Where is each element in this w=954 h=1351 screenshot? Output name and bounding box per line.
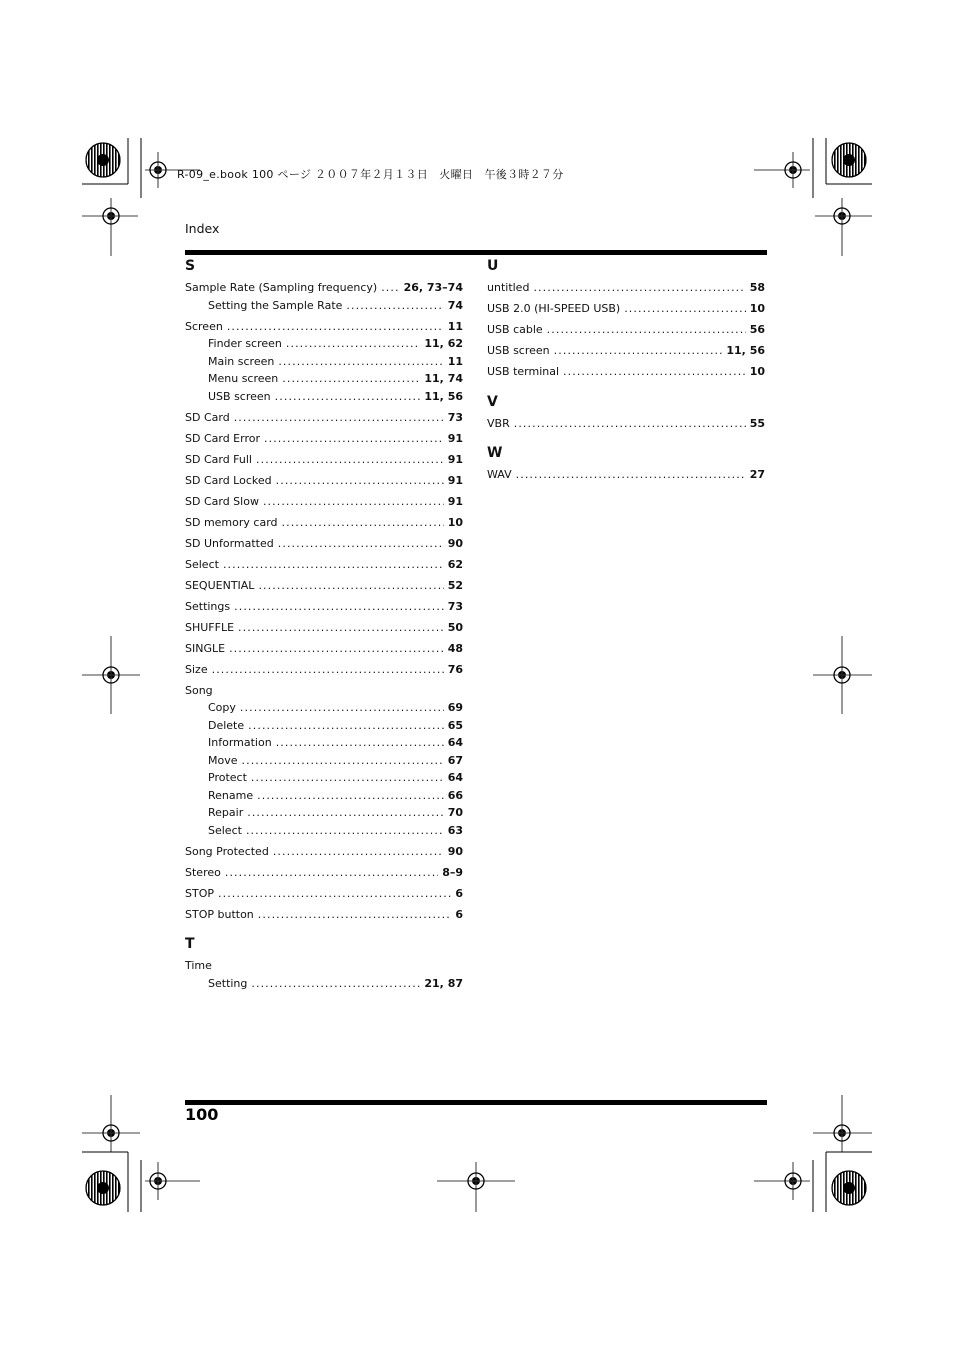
dot-leader bbox=[238, 619, 444, 637]
dot-leader bbox=[273, 843, 444, 861]
index-term: Protect bbox=[208, 771, 247, 784]
page-reference: 91 bbox=[447, 473, 463, 487]
dot-leader bbox=[624, 300, 745, 318]
page-reference: 11, 62 bbox=[424, 337, 463, 350]
index-term: Rename bbox=[208, 788, 254, 802]
dot-leader bbox=[247, 804, 443, 822]
index-term: USB screen bbox=[487, 344, 550, 357]
index-entry bbox=[185, 682, 463, 700]
index-entry bbox=[185, 661, 463, 679]
page-reference: 11, 74 bbox=[424, 372, 463, 385]
page-reference: 58 bbox=[749, 281, 765, 294]
index-subentry bbox=[185, 822, 463, 840]
page-reference: 62 bbox=[447, 557, 463, 571]
dot-leader bbox=[275, 388, 421, 406]
page-reference: 91 bbox=[447, 494, 463, 508]
index-entry bbox=[487, 300, 765, 318]
index-subentry bbox=[185, 769, 463, 787]
registration-mark-bottom-left bbox=[82, 1095, 200, 1212]
section-letter: V bbox=[487, 393, 498, 410]
index-entry bbox=[185, 957, 463, 975]
page-reference: 76 bbox=[447, 662, 463, 676]
index-entry bbox=[185, 279, 463, 297]
index-term: Size bbox=[185, 662, 208, 676]
index-term: Song bbox=[185, 683, 213, 697]
index-term: SD Card Locked bbox=[185, 473, 272, 487]
dot-leader bbox=[282, 370, 420, 388]
page-reference: 55 bbox=[749, 416, 765, 430]
page-reference: 66 bbox=[447, 788, 463, 802]
dot-leader bbox=[256, 451, 444, 469]
dot-leader bbox=[381, 279, 399, 297]
page-reference: 56 bbox=[749, 323, 765, 336]
page-reference: 64 bbox=[447, 736, 463, 749]
page-reference: 11 bbox=[447, 319, 463, 333]
page-reference: 52 bbox=[447, 578, 463, 592]
dot-leader bbox=[229, 640, 444, 658]
index-subentry bbox=[185, 353, 463, 371]
index-term: Move bbox=[208, 753, 238, 767]
index-term: SD Card Slow bbox=[185, 494, 259, 508]
top-rule bbox=[185, 250, 767, 255]
page-reference: 73 bbox=[447, 599, 463, 613]
page-reference: 70 bbox=[447, 806, 463, 819]
registration-mark-top-left bbox=[82, 138, 200, 256]
index-subentry bbox=[185, 752, 463, 770]
index-subentry bbox=[185, 370, 463, 388]
section-letter: S bbox=[185, 258, 196, 274]
index-term: untitled bbox=[487, 281, 530, 294]
index-subentry bbox=[185, 804, 463, 822]
index-term: USB 2.0 (HI-SPEED USB) bbox=[487, 302, 621, 315]
dot-leader bbox=[240, 699, 444, 717]
page-reference: 10 bbox=[749, 302, 765, 315]
index-entry bbox=[487, 279, 765, 297]
index-entry bbox=[185, 906, 463, 924]
page-reference: 6 bbox=[455, 907, 463, 921]
registration-mark-bottom-center bbox=[437, 1162, 515, 1212]
index-term: Information bbox=[208, 736, 272, 749]
index-term: SD Card Error bbox=[185, 431, 260, 445]
page-reference: 6 bbox=[455, 886, 463, 900]
index-term: Finder screen bbox=[208, 337, 282, 350]
index-entry bbox=[487, 321, 765, 339]
index-term: SHUFFLE bbox=[185, 620, 235, 634]
dot-leader bbox=[554, 342, 723, 360]
dot-leader bbox=[212, 661, 444, 679]
page-reference: 73 bbox=[447, 410, 463, 424]
index-term: SD memory card bbox=[185, 515, 278, 529]
page-reference: 10 bbox=[447, 515, 463, 529]
index-term: USB cable bbox=[487, 323, 543, 336]
index-subentry bbox=[185, 717, 463, 735]
dot-leader bbox=[276, 734, 444, 752]
dot-leader bbox=[258, 577, 443, 595]
index-entry bbox=[185, 430, 463, 448]
dot-leader bbox=[346, 297, 443, 315]
index-term: Delete bbox=[208, 718, 245, 732]
dot-leader bbox=[218, 885, 451, 903]
index-term: STOP button bbox=[185, 907, 254, 921]
page-reference: 90 bbox=[447, 844, 463, 858]
registration-mark-mid-right bbox=[813, 636, 872, 714]
dot-leader bbox=[251, 975, 420, 993]
index-term: SEQUENTIAL bbox=[185, 578, 255, 592]
section-letter: U bbox=[487, 258, 499, 274]
page-reference: 64 bbox=[447, 771, 463, 784]
dot-leader bbox=[257, 787, 444, 805]
index-subentry bbox=[185, 734, 463, 752]
page-reference: 11, 56 bbox=[726, 344, 765, 357]
page-reference: 10 bbox=[749, 365, 765, 378]
index-term: Song Protected bbox=[185, 844, 269, 858]
index-entry bbox=[185, 472, 463, 490]
section-letter: W bbox=[487, 445, 503, 461]
index-subentry bbox=[185, 975, 463, 993]
index-term: STOP bbox=[185, 886, 214, 900]
index-column-right bbox=[487, 258, 765, 484]
index-entry bbox=[487, 415, 765, 433]
page-reference: 91 bbox=[447, 431, 463, 445]
index-subentry bbox=[185, 699, 463, 717]
index-subentry bbox=[185, 388, 463, 406]
index-entry bbox=[487, 342, 765, 360]
dot-leader bbox=[258, 906, 452, 924]
index-column-left bbox=[185, 258, 463, 992]
index-term: SD Card Full bbox=[185, 452, 252, 466]
page-reference: 8–9 bbox=[442, 865, 463, 879]
index-entry bbox=[185, 493, 463, 511]
index-term: Setting the Sample Rate bbox=[208, 298, 343, 312]
index-entry bbox=[185, 556, 463, 574]
dot-leader bbox=[264, 430, 444, 448]
dot-leader bbox=[563, 363, 746, 381]
dot-leader bbox=[547, 321, 746, 339]
page-reference: 90 bbox=[447, 536, 463, 550]
running-head: Index bbox=[185, 221, 220, 236]
index-entry bbox=[185, 514, 463, 532]
registration-mark-bottom-right bbox=[754, 1095, 872, 1212]
index-term: Select bbox=[208, 823, 242, 837]
section-letter: T bbox=[185, 936, 195, 952]
index-term: Menu screen bbox=[208, 372, 279, 385]
dot-leader bbox=[248, 717, 444, 735]
index-entry bbox=[185, 885, 463, 903]
dot-leader bbox=[234, 598, 444, 616]
index-entry bbox=[185, 598, 463, 616]
page-reference: 21, 87 bbox=[424, 976, 463, 990]
index-entry bbox=[185, 318, 463, 336]
index-entry bbox=[185, 535, 463, 553]
index-term: SD Card bbox=[185, 410, 230, 424]
index-term: SD Unformatted bbox=[185, 536, 274, 550]
dot-leader bbox=[276, 472, 444, 490]
index-term: SINGLE bbox=[185, 641, 226, 655]
index-entry bbox=[185, 864, 463, 882]
page-reference: 48 bbox=[447, 641, 463, 655]
page-reference: 11, 56 bbox=[424, 389, 463, 403]
index-term: Repair bbox=[208, 806, 244, 819]
dot-leader bbox=[278, 535, 444, 553]
index-entry bbox=[487, 363, 765, 381]
index-entry bbox=[185, 577, 463, 595]
dot-leader bbox=[227, 318, 444, 336]
index-entry bbox=[185, 640, 463, 658]
index-subentry bbox=[185, 335, 463, 353]
page-reference: 91 bbox=[447, 452, 463, 466]
index-term: Settings bbox=[185, 599, 231, 613]
page-reference: 27 bbox=[749, 468, 765, 481]
dot-leader bbox=[242, 752, 444, 770]
page-number: 100 bbox=[185, 1105, 219, 1124]
index-term: WAV bbox=[487, 468, 512, 481]
index-term: Main screen bbox=[208, 354, 275, 368]
dot-leader bbox=[246, 822, 444, 840]
page-reference: 50 bbox=[447, 620, 463, 634]
page-reference: 63 bbox=[447, 823, 463, 837]
index-subentry bbox=[185, 787, 463, 805]
index-term: Screen bbox=[185, 319, 223, 333]
dot-leader bbox=[514, 415, 746, 433]
index-entry bbox=[185, 409, 463, 427]
registration-mark-mid-left bbox=[82, 636, 140, 714]
index-entry bbox=[185, 451, 463, 469]
index-term: Sample Rate (Sampling frequency) bbox=[185, 281, 378, 294]
index-entry bbox=[487, 466, 765, 484]
page-reference: 69 bbox=[447, 701, 463, 714]
page-reference: 74 bbox=[447, 298, 463, 312]
index-term: Setting bbox=[208, 976, 248, 990]
dot-leader bbox=[251, 769, 444, 787]
index-term: USB screen bbox=[208, 389, 271, 403]
print-header: R-09_e.book 100 ページ ２００７年２月１３日 火曜日 午後３時２７分 bbox=[177, 168, 564, 181]
dot-leader bbox=[234, 409, 444, 427]
dot-leader bbox=[286, 335, 420, 353]
registration-mark-top-right bbox=[754, 138, 872, 256]
index-term: Copy bbox=[208, 701, 236, 714]
index-term: USB terminal bbox=[487, 365, 560, 378]
index-entry bbox=[185, 619, 463, 637]
dot-leader bbox=[282, 514, 444, 532]
index-term: Stereo bbox=[185, 865, 221, 879]
page-reference: 11 bbox=[447, 354, 463, 368]
page-reference: 67 bbox=[447, 753, 463, 767]
index-term: VBR bbox=[487, 416, 510, 430]
index-entry bbox=[185, 843, 463, 861]
dot-leader bbox=[263, 493, 444, 511]
index-term: Time bbox=[185, 959, 212, 972]
dot-leader bbox=[278, 353, 443, 371]
dot-leader bbox=[516, 466, 746, 484]
page-reference: 26, 73–74 bbox=[403, 281, 463, 294]
dot-leader bbox=[223, 556, 444, 574]
index-subentry bbox=[185, 297, 463, 315]
dot-leader bbox=[533, 279, 745, 297]
dot-leader bbox=[225, 864, 438, 882]
page-reference: 65 bbox=[447, 718, 463, 732]
index-term: Select bbox=[185, 557, 219, 571]
bottom-rule bbox=[185, 1100, 767, 1105]
